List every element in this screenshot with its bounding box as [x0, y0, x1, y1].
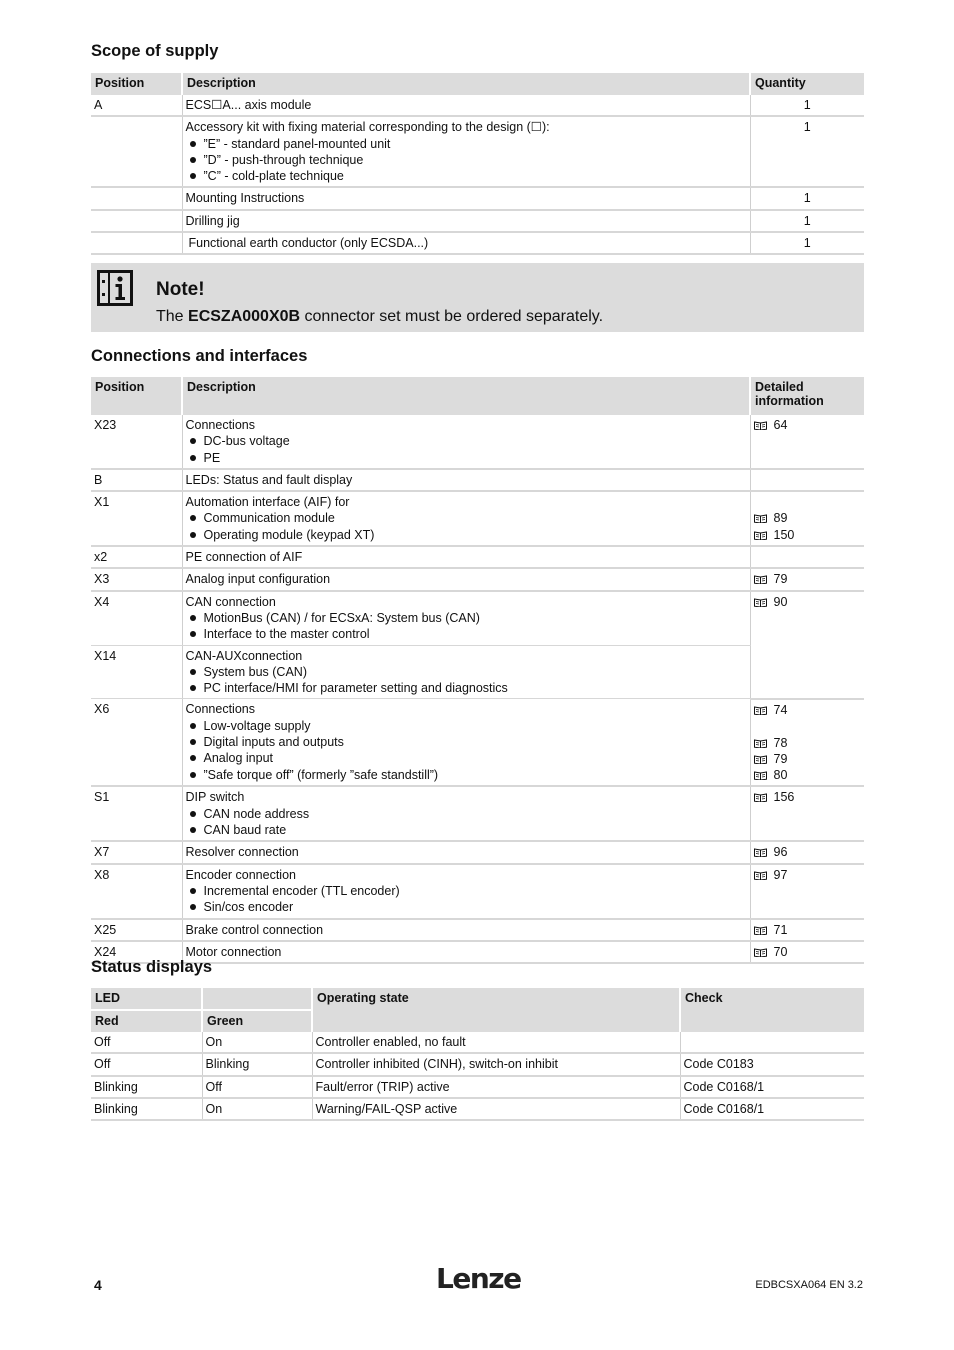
page-reference-number: 90 [773, 594, 788, 609]
connection-description-cell [182, 699, 750, 786]
table-row [91, 645, 864, 699]
connection-position: x2 [91, 546, 182, 568]
connection-detail-cell [750, 786, 864, 841]
page-reference-link[interactable] [754, 571, 862, 587]
table-row [91, 491, 864, 546]
status-state: Controller inhibited (CINH), switch-on inhibit [312, 1053, 680, 1075]
connection-description: Resolver connection [185, 845, 299, 860]
connections-header-detail-line1: Detailed [755, 380, 804, 394]
note-text-after: connector set must be ordered separately. [304, 308, 604, 325]
note-title: Note! [156, 279, 205, 300]
status-red: Blinking [91, 1076, 202, 1098]
page-reference-number: 156 [773, 790, 795, 805]
connection-position: X4 [91, 591, 182, 645]
connection-position: X8 [91, 864, 182, 919]
connection-description: Brake control connection [185, 922, 324, 937]
book-icon [754, 706, 767, 715]
table-row [91, 415, 864, 469]
scope-quantity: 1 [750, 210, 864, 232]
book-icon [754, 575, 767, 584]
book-icon [754, 793, 767, 802]
connection-description: PE connection of AIF [185, 550, 303, 565]
status-red: Blinking [91, 1098, 202, 1120]
status-title: Status displays [91, 958, 213, 976]
status-green: Off [202, 1076, 312, 1098]
scope-table [91, 73, 864, 255]
connection-detail-cell [750, 841, 864, 863]
scope-position [91, 210, 182, 232]
info-icon [97, 270, 133, 306]
connection-description: Connections [185, 702, 255, 717]
table-row [91, 841, 864, 863]
connections-header-description: Description [182, 377, 750, 415]
bullet-item: PC interface/HMI for parameter setting and diagnostics [186, 680, 747, 696]
connection-description: CAN-AUXconnection [185, 648, 303, 663]
table-row [91, 1098, 864, 1120]
connection-detail-cell [750, 919, 864, 941]
connection-position: X3 [91, 568, 182, 590]
status-header-led: LED [91, 988, 202, 1010]
bullet-list [186, 433, 747, 466]
connection-description: Connections [185, 418, 255, 432]
page-reference-link[interactable] [754, 527, 862, 543]
connection-description: DIP switch [185, 790, 245, 805]
status-header-green: Green [202, 1010, 312, 1032]
scope-description: Drilling jig [182, 210, 750, 232]
table-row [91, 919, 864, 941]
status-state: Warning/FAIL-QSP active [312, 1098, 680, 1120]
book-icon [754, 755, 767, 764]
scope-header-quantity: Quantity [750, 73, 864, 95]
status-red: Off [91, 1053, 202, 1075]
scope-header-description: Description [182, 73, 750, 95]
connection-description: Automation interface (AIF) for [185, 495, 350, 510]
book-icon [754, 514, 767, 523]
bullet-item: ”D” - push-through technique [186, 152, 747, 168]
book-icon [754, 531, 767, 540]
table-row [91, 546, 864, 568]
connection-position: B [91, 469, 182, 491]
status-check: Code C0168/1 [680, 1076, 864, 1098]
connection-description: CAN connection [185, 594, 276, 609]
book-icon [754, 871, 767, 880]
connection-detail-cell [750, 699, 864, 786]
connection-detail-cell [750, 491, 864, 546]
table-row [91, 210, 864, 232]
connections-table [91, 377, 864, 964]
page-reference-link[interactable] [754, 417, 862, 433]
connection-detail-cell [750, 469, 864, 491]
bullet-list [186, 510, 747, 543]
bullet-list [186, 718, 747, 783]
scope-description: Functional earth conductor (only ECSDA...) [182, 232, 750, 254]
connection-description-cell [182, 841, 750, 863]
book-icon [754, 926, 767, 935]
page-reference-link[interactable] [754, 789, 862, 805]
connection-detail-cell [750, 941, 864, 963]
bullet-item: Analog input [186, 750, 747, 766]
document-id: EDBCSXA064 EN 3.2 [755, 1279, 863, 1291]
connection-position: S1 [91, 786, 182, 841]
table-row [91, 95, 864, 116]
page-reference-number: 74 [773, 702, 788, 717]
book-icon [754, 771, 767, 780]
bullet-item: ”E” - standard panel-mounted unit [186, 136, 747, 152]
connection-detail-cell [750, 546, 864, 568]
connection-detail-cell [750, 591, 864, 699]
scope-header-position: Position [91, 73, 182, 95]
connection-description-cell [182, 941, 750, 963]
table-row [91, 232, 864, 254]
bullet-list [186, 664, 747, 697]
status-red: Off [91, 1032, 202, 1053]
table-row [91, 591, 864, 645]
bullet-item: PE [186, 450, 747, 466]
table-row [91, 568, 864, 590]
note-text-bold: ECSZA000X0B [188, 308, 301, 325]
scope-description: Accessory kit with fixing material corresponding to the design (☐): [185, 120, 550, 135]
page-number: 4 [94, 1277, 102, 1293]
book-icon [754, 948, 767, 957]
status-header-state: Operating state [312, 988, 680, 1032]
connection-description: Encoder connection [185, 867, 296, 882]
page-reference-number: 79 [773, 751, 788, 766]
page-reference-number: 71 [773, 922, 788, 937]
bullet-item: MotionBus (CAN) / for ECSxA: System bus (CAN) [186, 610, 747, 626]
page-reference-link[interactable] [754, 767, 862, 783]
status-check [680, 1032, 864, 1053]
scope-quantity: 1 [750, 95, 864, 116]
table-row [91, 116, 864, 187]
connection-description-cell [182, 546, 750, 568]
page-reference-link[interactable] [754, 510, 862, 526]
scope-position: A [91, 95, 182, 116]
page-reference-number: 97 [773, 867, 788, 882]
book-icon [754, 739, 767, 748]
page-reference-link[interactable] [754, 702, 862, 718]
connection-description: LEDs: Status and fault display [185, 472, 353, 487]
bullet-item: CAN baud rate [186, 822, 747, 838]
scope-position [91, 187, 182, 209]
connection-position: X7 [91, 841, 182, 863]
page-reference-link[interactable] [754, 735, 862, 751]
scope-position [91, 116, 182, 187]
connection-detail-cell [750, 864, 864, 919]
table-row [91, 187, 864, 209]
page-reference-number: 64 [773, 418, 788, 432]
connection-description-cell [182, 919, 750, 941]
connections-title: Connections and interfaces [91, 347, 308, 365]
scope-quantity: 1 [750, 116, 864, 187]
bullet-list [186, 883, 747, 916]
note-text-before: The [156, 308, 184, 325]
table-row [91, 1032, 864, 1053]
bullet-item: Digital inputs and outputs [186, 734, 747, 750]
bullet-item: Interface to the master control [186, 626, 747, 642]
connection-description: Analog input configuration [185, 572, 331, 587]
bullet-item: Operating module (keypad XT) [186, 527, 747, 543]
connection-detail-cell [750, 415, 864, 469]
page-reference-number: 78 [773, 735, 788, 750]
table-row [91, 1053, 864, 1075]
status-check: Code C0183 [680, 1053, 864, 1075]
bullet-item: Low-voltage supply [186, 718, 747, 734]
status-table [91, 988, 864, 1121]
connection-description-cell [182, 591, 750, 645]
page-reference-number: 96 [773, 845, 788, 860]
scope-position [91, 232, 182, 254]
page-reference-number: 150 [773, 527, 795, 542]
table-row [91, 1076, 864, 1098]
page-reference-link[interactable] [754, 751, 862, 767]
bullet-item: CAN node address [186, 806, 747, 822]
scope-description-cell [182, 116, 750, 187]
connection-position: X6 [91, 699, 182, 786]
page-reference-link[interactable] [754, 867, 862, 883]
page-reference-number: 79 [773, 572, 788, 587]
status-green: On [202, 1098, 312, 1120]
status-green: Blinking [202, 1053, 312, 1075]
connections-header-detail-line2: information [755, 394, 824, 408]
bullet-item: DC-bus voltage [186, 433, 747, 449]
connections-body [91, 415, 864, 963]
status-state: Controller enabled, no fault [312, 1032, 680, 1053]
bullet-list [186, 610, 747, 643]
connection-description-cell [182, 568, 750, 590]
connection-description-cell [182, 786, 750, 841]
status-check: Code C0168/1 [680, 1098, 864, 1120]
table-row [91, 864, 864, 919]
connection-detail-cell [750, 568, 864, 590]
status-state: Fault/error (TRIP) active [312, 1076, 680, 1098]
bullet-item: ”C” - cold-plate technique [186, 168, 747, 184]
book-icon [754, 598, 767, 607]
table-row [91, 469, 864, 491]
page-reference-link[interactable] [754, 594, 862, 610]
connection-description-cell [182, 491, 750, 546]
connection-description-cell [182, 645, 750, 699]
note-text [156, 308, 603, 326]
bullet-list [186, 806, 747, 839]
connection-position: X25 [91, 919, 182, 941]
status-header-led-blank [202, 988, 312, 1010]
note-box [91, 263, 864, 332]
scope-quantity: 1 [750, 187, 864, 209]
page-reference-number: 80 [773, 768, 788, 783]
bullet-item: System bus (CAN) [186, 664, 747, 680]
connections-header-detail [750, 377, 864, 415]
bullet-list [186, 136, 747, 185]
page-reference-number: 70 [773, 944, 788, 959]
page-reference-link[interactable] [754, 844, 862, 860]
book-icon [754, 421, 767, 430]
table-row [91, 786, 864, 841]
connection-description-cell [182, 864, 750, 919]
connection-description-cell [182, 415, 750, 469]
page-reference-link[interactable] [754, 944, 862, 960]
table-row [91, 699, 864, 786]
status-header-check: Check [680, 988, 864, 1032]
bullet-item: Sin/cos encoder [186, 899, 747, 915]
lenze-logo: Lenze [436, 1262, 521, 1295]
scope-title: Scope of supply [91, 42, 219, 60]
connection-position: X1 [91, 491, 182, 546]
connection-description: Motor connection [185, 944, 282, 959]
scope-quantity: 1 [750, 232, 864, 254]
status-header-red: Red [91, 1010, 202, 1032]
scope-description: Mounting Instructions [182, 187, 750, 209]
status-green: On [202, 1032, 312, 1053]
connections-header-position: Position [91, 377, 182, 415]
bullet-item: ”Safe torque off” (formerly ”safe standstill”) [186, 767, 747, 783]
page-reference-number: 89 [773, 511, 788, 526]
bullet-item: Incremental encoder (TTL encoder) [186, 883, 747, 899]
book-icon [754, 848, 767, 857]
connection-description-cell [182, 469, 750, 491]
page-reference-link[interactable] [754, 922, 862, 938]
scope-description: ECS☐A... axis module [182, 95, 750, 116]
connection-position: X23 [91, 415, 182, 469]
connection-position: X14 [91, 645, 182, 699]
bullet-item: Communication module [186, 510, 747, 526]
connection-position: X24 [91, 941, 182, 963]
